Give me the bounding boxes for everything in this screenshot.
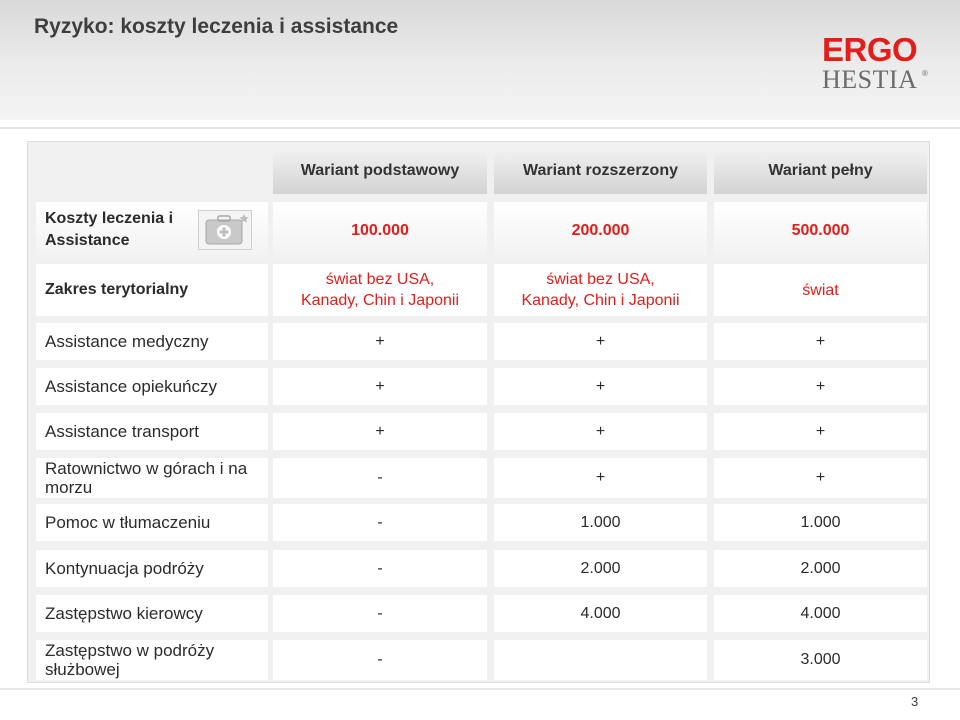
row-label-trip-continuation: Kontynuacja podróży bbox=[36, 550, 268, 587]
logo-ergo-text: ERGO bbox=[822, 31, 918, 68]
trip-continuation-extended: 2.000 bbox=[494, 550, 707, 587]
territory-extended: świat bez USA, Kanady, Chin i Japonii bbox=[494, 264, 707, 316]
medical-costs-extended: 200.000 bbox=[494, 202, 707, 258]
rescue-extended: + bbox=[494, 458, 707, 498]
trip-continuation-full: 2.000 bbox=[714, 550, 927, 587]
row-label-rescue: Ratownictwo w górach i na morzu bbox=[36, 458, 268, 498]
trip-continuation-basic: - bbox=[273, 550, 487, 587]
row-label-care-assistance: Assistance opiekuńczy bbox=[36, 368, 268, 405]
care-assistance-full: + bbox=[714, 368, 927, 405]
care-assistance-extended: + bbox=[494, 368, 707, 405]
medical-assistance-basic: + bbox=[273, 323, 487, 360]
transport-assistance-extended: + bbox=[494, 413, 707, 450]
territory-basic: świat bez USA, Kanady, Chin i Japonii bbox=[273, 264, 487, 316]
header-divider bbox=[0, 127, 960, 129]
row-label-driver-substitute: Zastępstwo kierowcy bbox=[36, 595, 268, 632]
logo-hestia-text: HESTIA bbox=[822, 65, 918, 94]
ergo-hestia-logo bbox=[818, 33, 936, 97]
row-label-medical-assistance: Assistance medyczny bbox=[36, 323, 268, 360]
business-trip-substitute-basic: - bbox=[273, 640, 487, 680]
transport-assistance-full: + bbox=[714, 413, 927, 450]
translation-extended: 1.000 bbox=[494, 504, 707, 541]
medical-assistance-full: + bbox=[714, 323, 927, 360]
row-label-transport-assistance: Assistance transport bbox=[36, 413, 268, 450]
column-header-basic: Wariant podstawowy bbox=[273, 148, 487, 194]
driver-substitute-extended: 4.000 bbox=[494, 595, 707, 632]
medical-assistance-extended: + bbox=[494, 323, 707, 360]
translation-basic: - bbox=[273, 504, 487, 541]
column-header-extended: Wariant rozszerzony bbox=[494, 148, 707, 194]
care-assistance-basic: + bbox=[273, 368, 487, 405]
business-trip-substitute-extended bbox=[494, 640, 707, 680]
logo-registered-mark: ® bbox=[922, 69, 928, 78]
driver-substitute-basic: - bbox=[273, 595, 487, 632]
territory-full: świat bbox=[714, 264, 927, 316]
driver-substitute-full: 4.000 bbox=[714, 595, 927, 632]
medical-costs-full: 500.000 bbox=[714, 202, 927, 258]
page-title: Ryzyko: koszty leczenia i assistance bbox=[34, 15, 399, 38]
medical-kit-icon bbox=[198, 210, 252, 250]
row-label-business-trip-substitute: Zastępstwo w podróży służbowej bbox=[36, 640, 268, 680]
transport-assistance-basic: + bbox=[273, 413, 487, 450]
translation-full: 1.000 bbox=[714, 504, 927, 541]
footer-divider bbox=[0, 688, 960, 690]
row-label-medical-costs: Koszty leczenia i Assistance bbox=[36, 202, 268, 258]
column-header-full: Wariant pełny bbox=[714, 148, 927, 194]
business-trip-substitute-full: 3.000 bbox=[714, 640, 927, 680]
row-label-translation: Pomoc w tłumaczeniu bbox=[36, 504, 268, 541]
medical-costs-basic: 100.000 bbox=[273, 202, 487, 258]
page-number: 3 bbox=[911, 694, 919, 709]
row-label-territory: Zakres terytorialny bbox=[36, 264, 268, 316]
rescue-full: + bbox=[714, 458, 927, 498]
rescue-basic: - bbox=[273, 458, 487, 498]
